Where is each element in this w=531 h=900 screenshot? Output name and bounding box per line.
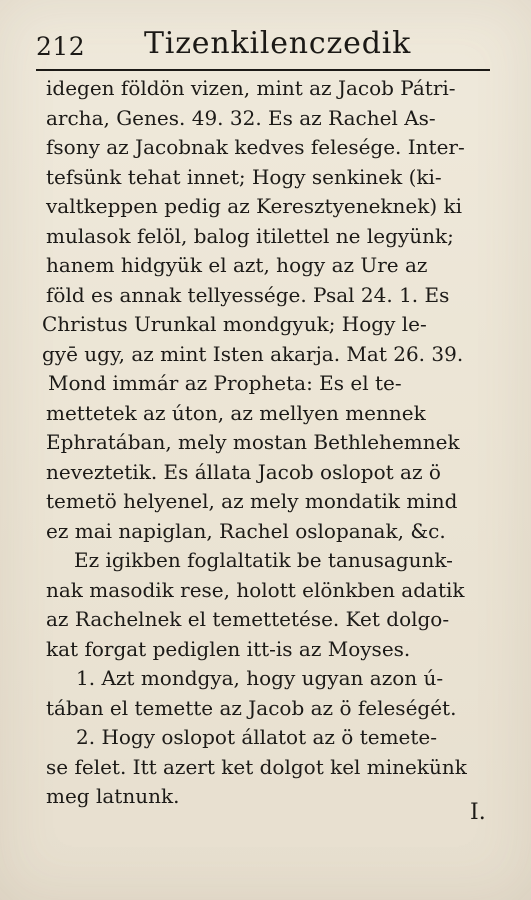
catchword: I. xyxy=(470,800,486,825)
text-line: mettetek az úton, az mellyen mennek xyxy=(46,400,426,425)
text-line: 2. Hogy oslopot állatot az ö temete- xyxy=(76,725,437,749)
text-line: fsony az Jacobnak kedves felesége. Inter- xyxy=(46,135,465,159)
running-title: Tizenkilenczedik xyxy=(144,26,412,61)
text-line: neveztetik. Es állata Jacob oslopot az ö xyxy=(46,459,441,484)
text-line: nak masodik rese, holott elönkben adatik xyxy=(46,577,465,602)
text-line: az Rachelnek el temettetése. Ket dolgo- xyxy=(46,607,450,631)
text-line: 1. Azt mondgya, hogy ugyan azon ú- xyxy=(76,666,444,690)
text-line: tefsünk tehat innet; Hogy senkinek (ki- xyxy=(46,164,442,189)
text-line: Mond immár az Propheta: Es el te- xyxy=(48,371,402,395)
running-head xyxy=(36,26,496,66)
text-line: kat forgat pediglen itt-is az Moyses. xyxy=(46,636,411,661)
text-line: temetö helyenel, az mely mondatik mind xyxy=(46,489,458,513)
text-line: hanem hidgyük el azt, hogy az Ure az xyxy=(46,253,428,277)
text-line: se felet. Itt azert ket dolgot kel minekünk xyxy=(46,754,467,779)
text-line: archa, Genes. 49. 32. Es az Rachel As- xyxy=(46,105,436,130)
text-line: Christus Urunkal mondgyuk; Hogy le- xyxy=(42,312,427,336)
body-text xyxy=(40,74,500,812)
text-line: ez mai napiglan, Rachel oslopanak, &c. xyxy=(46,518,446,543)
header-rule xyxy=(36,69,490,71)
text-line: meg latnunk. xyxy=(46,784,180,808)
text-line: Ez igikben foglaltatik be tanusagunk- xyxy=(74,548,453,572)
text-line: valtkeppen pedig az Keresztyeneknek) ki xyxy=(46,194,463,218)
text-line: föld es annak tellyessége. Psal 24. 1. Es xyxy=(46,282,450,307)
text-line: idegen földön vizen, mint az Jacob Pátri- xyxy=(46,76,456,100)
text-line: mulasok felöl, balog itilettel ne legyünk; xyxy=(46,223,454,248)
page-number: 212 xyxy=(36,32,86,61)
text-line: tában el temette az Jacob az ö feleségét. xyxy=(46,695,457,720)
text-line: Ephratában, mely mostan Bethlehemnek xyxy=(46,430,460,454)
text-line: gyē ugy, az mint Isten akarja. Mat 26. 39. xyxy=(42,341,464,366)
